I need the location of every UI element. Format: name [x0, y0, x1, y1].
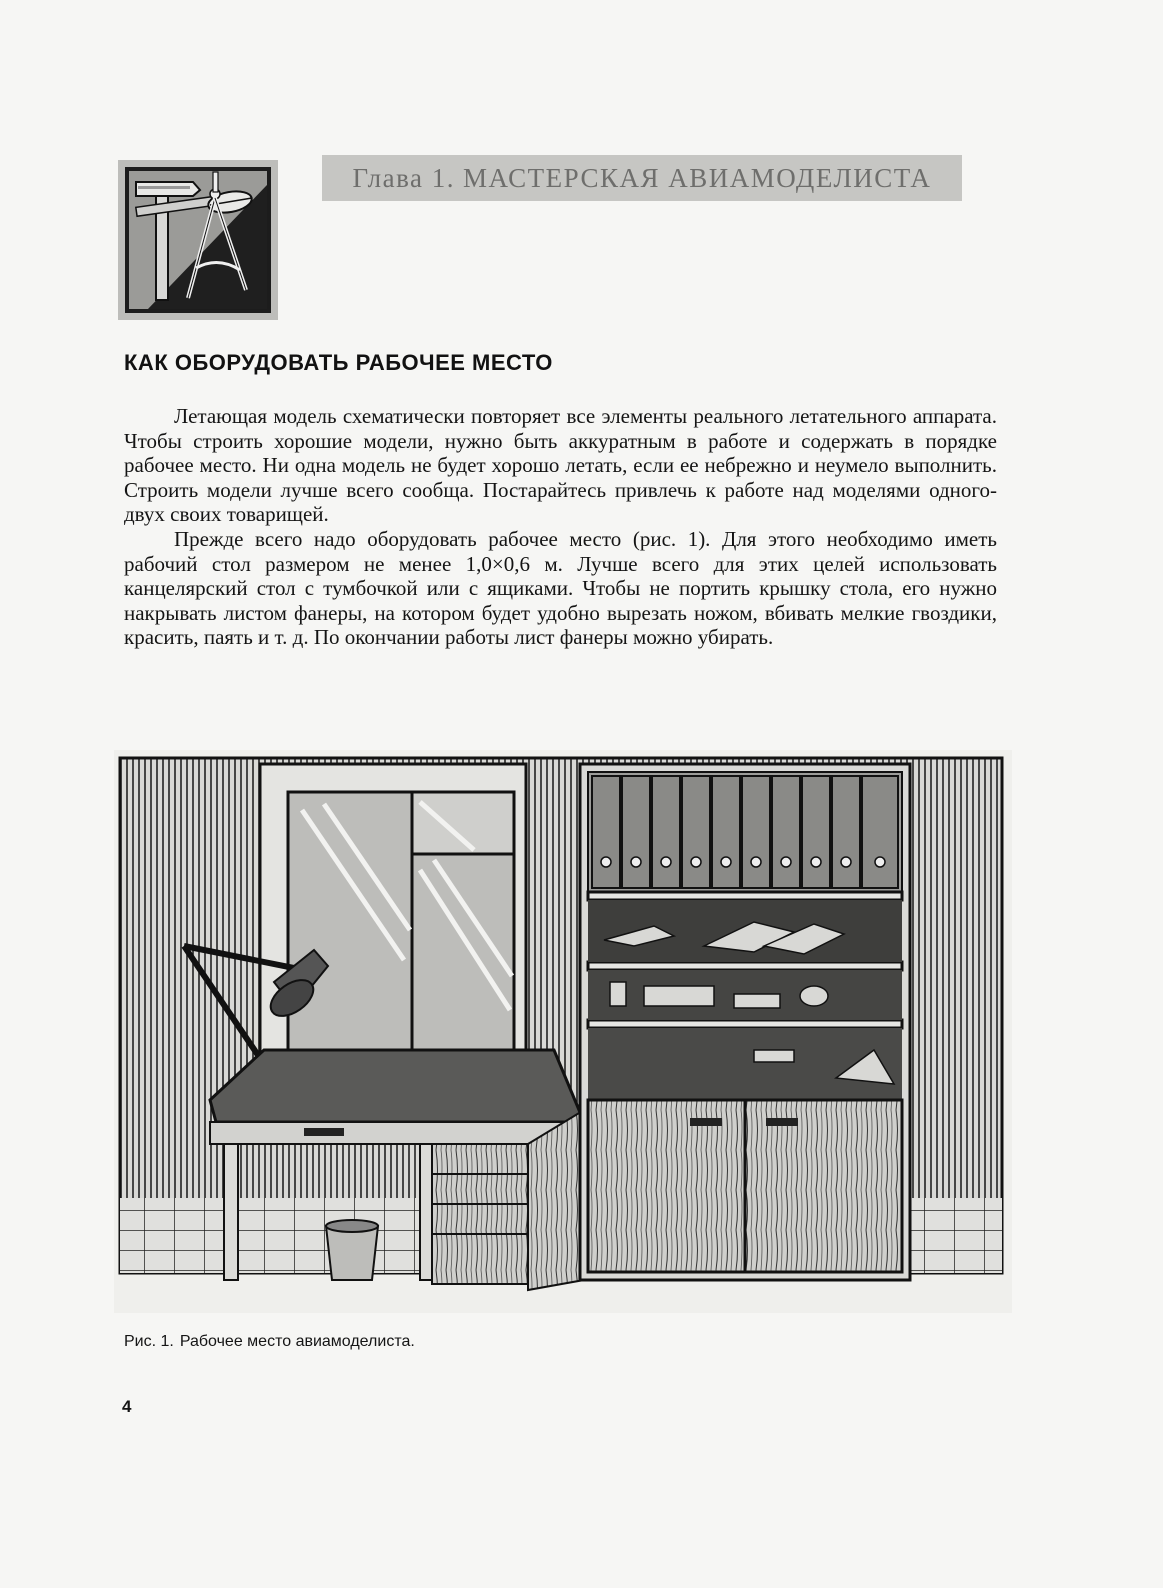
- body-text: [124, 404, 997, 650]
- chapter-name: МАСТЕРСКАЯ АВИАМОДЕЛИСТА: [462, 162, 932, 193]
- chapter-title-band: [322, 155, 962, 201]
- paragraph-2: Прежде всего надо оборудовать рабочее место (рис. 1). Для этого необходимо иметь рабочий стол размером не менее 1,0×0,6 м. Лучше всего для этих целей использовать канцелярский стол с тумбочкой или с ящиками. Чтобы не портить крышку стола, его нужно накрывать листом фанеры, на котором будет удобно вырезать ножом, вбивать мелкие гвоздики, красить, паять и т. д. По окончании работы лист фанеры можно убирать.: [124, 526, 997, 650]
- tools-emblem-icon: [118, 160, 278, 320]
- chapter-number: Глава 1.: [352, 162, 455, 193]
- figure-caption: [124, 1333, 415, 1351]
- workshop-illustration: [114, 750, 1012, 1313]
- figure-caption-text: Рабочее место авиамоделиста.: [179, 1333, 415, 1350]
- chapter-title: [353, 163, 932, 194]
- figure-caption-label: Рис. 1.: [124, 1333, 174, 1350]
- page-number: 4: [122, 1397, 132, 1416]
- paragraph-1: Летающая модель схематически повторяет все элементы реального летательного аппарата. Чтобы строить хорошие модели, нужно быть аккуратным в работе и содержать в порядке рабочее место. Ни одна модель не будет хорошо летать, если ее небрежно и неумело выполнить. Строить модели лучше всего сообща. Постарайтесь привлечь к работе над моделями одного-двух своих товарищей.: [124, 404, 997, 527]
- section-heading: КАК ОБОРУДОВАТЬ РАБОЧЕЕ МЕСТО: [124, 350, 553, 375]
